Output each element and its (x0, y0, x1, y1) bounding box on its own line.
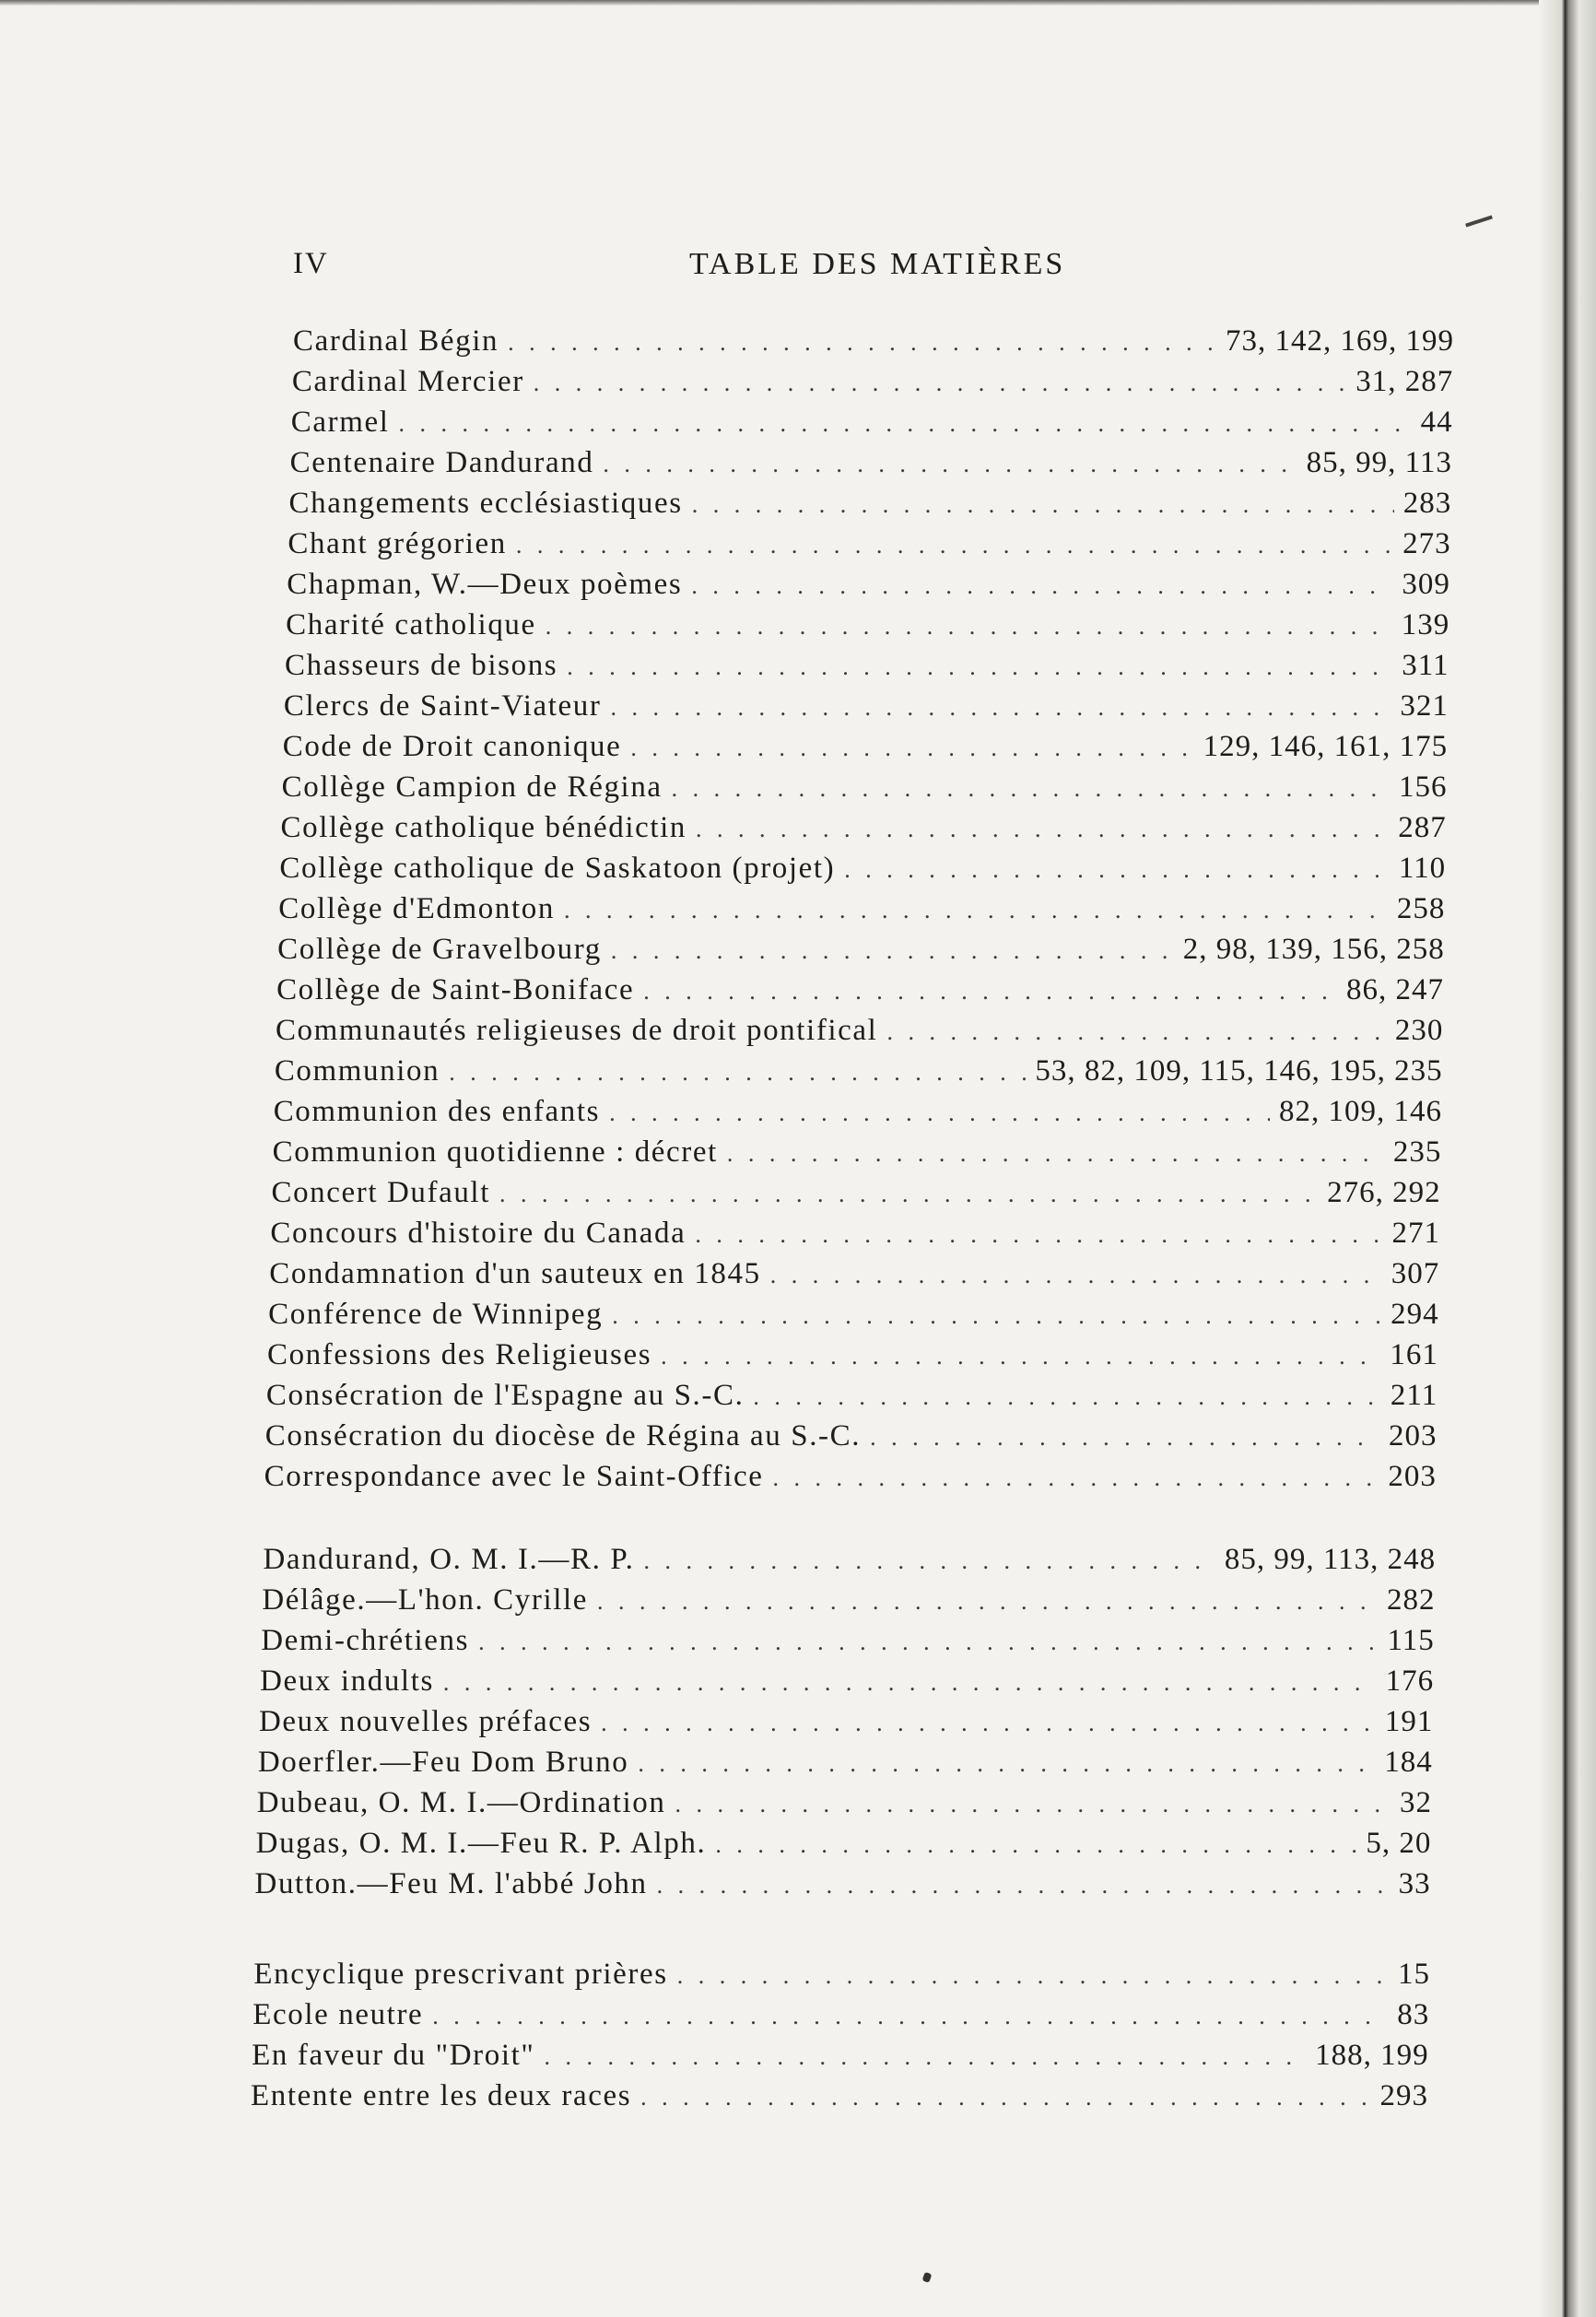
toc-entry (277, 933, 1445, 973)
toc-entry-title: Collège de Saint-Boniface (276, 973, 635, 1006)
toc-entry-pages: 44 (1420, 406, 1453, 439)
book-spine-edge (1539, 0, 1596, 2317)
dot-leader (677, 1962, 1389, 1990)
toc-entry (255, 1867, 1431, 1908)
toc-entry-pages: 5, 20 (1366, 1827, 1432, 1860)
dot-leader (661, 1343, 1380, 1370)
toc-entry-title: Concours d'histoire du Canada (270, 1217, 687, 1250)
dot-leader (886, 1018, 1385, 1046)
toc-entry-title: Deux nouvelles préfaces (259, 1705, 593, 1738)
dot-leader (597, 1588, 1378, 1616)
toc-entry (275, 1054, 1443, 1095)
toc-entry (267, 1338, 1438, 1379)
toc-entry (276, 973, 1444, 1014)
dot-leader (612, 1302, 1381, 1330)
toc-entry-pages: 191 (1384, 1705, 1434, 1738)
toc-entry-pages: 2, 98, 139, 156, 258 (1182, 933, 1445, 966)
toc-entry (271, 1176, 1440, 1217)
toc-entry-title: Centenaire Dandurand (289, 446, 594, 479)
dot-leader (609, 1100, 1270, 1127)
toc-entry (273, 1135, 1442, 1176)
dot-leader (601, 1710, 1376, 1737)
toc-entry-pages: 184 (1384, 1746, 1433, 1779)
toc-entry-pages: 282 (1386, 1583, 1436, 1617)
toc-entry-pages: 271 (1391, 1217, 1440, 1250)
toc-entry (289, 487, 1452, 527)
toc-entry-title: Communion quotidienne : décret (272, 1135, 718, 1169)
toc-entry-pages: 110 (1398, 852, 1447, 885)
ink-speck (922, 2272, 933, 2283)
dot-leader (643, 978, 1337, 1006)
toc-entry-pages: 287 (1398, 811, 1447, 844)
dot-leader (696, 816, 1389, 843)
toc-entry (252, 1998, 1429, 2039)
toc-entry (251, 2079, 1428, 2120)
toc-entry-title: Collège Campion de Régina (281, 770, 663, 804)
dot-leader (640, 2084, 1370, 2111)
toc-entry (286, 608, 1449, 649)
toc-entry-pages: 294 (1391, 1298, 1439, 1331)
toc-entry-pages: 85, 99, 113 (1306, 446, 1452, 479)
toc-entry-pages: 235 (1392, 1135, 1442, 1169)
toc-entry-pages: 230 (1394, 1014, 1444, 1047)
toc-entry-title: Correspondance avec le Saint-Office (264, 1460, 764, 1493)
toc-entry (293, 324, 1454, 365)
dot-leader (449, 1059, 1026, 1087)
dot-leader (630, 735, 1193, 762)
toc-entry (276, 1014, 1443, 1054)
toc-entry (256, 1827, 1432, 1867)
dot-leader (770, 1262, 1382, 1289)
dot-leader (567, 653, 1392, 681)
toc-entry-title: Charité catholique (286, 608, 536, 641)
toc-entry (292, 365, 1453, 406)
toc-entry-title: Dutton.—Feu M. l'abbé John (254, 1867, 648, 1900)
toc-entry-pages: 276, 292 (1327, 1176, 1441, 1209)
toc-entry-pages: 82, 109, 146 (1278, 1095, 1442, 1128)
toc-entry-title: Consécration de l'Espagne au S.-C. (265, 1379, 745, 1412)
toc-entry-pages: 309 (1402, 568, 1450, 601)
toc-entry (291, 406, 1453, 446)
dot-leader (643, 1547, 1215, 1575)
toc-entry-title: Chapman, W.—Deux poèmes (287, 568, 683, 601)
top-edge-shadow (0, 0, 1539, 6)
toc-entry-title: Collège de Gravelbourg (277, 933, 602, 966)
toc-entry (274, 1095, 1442, 1135)
toc-entry-title: Concert Dufault (271, 1176, 490, 1209)
dot-leader (727, 1140, 1384, 1168)
toc-entry-title: Dandurand, O. M. I.—R. P. (263, 1543, 635, 1576)
toc-entry (265, 1419, 1438, 1460)
toc-entry-pages: 32 (1400, 1786, 1433, 1819)
dot-leader (638, 1750, 1375, 1778)
toc-entry (258, 1746, 1433, 1786)
toc-entry (278, 892, 1445, 933)
dot-leader (432, 2003, 1388, 2030)
dot-leader (692, 491, 1394, 519)
ink-mark (1465, 215, 1493, 227)
toc-entry-title: Communion (274, 1054, 440, 1088)
toc-entry (287, 568, 1450, 608)
toc-entry-title: Encyclique prescrivant prières (253, 1958, 668, 1991)
toc-entry-title: Condamnation d'un sauteux en 1845 (269, 1257, 761, 1290)
toc-entry-pages: 311 (1402, 649, 1449, 682)
toc-entry (290, 446, 1452, 487)
toc-entry-pages: 129, 146, 161, 175 (1203, 730, 1449, 763)
toc-entry (268, 1298, 1438, 1338)
toc-entry-title: Clercs de Saint-Viateur (283, 689, 602, 723)
toc-entry-title: Confessions des Religieuses (266, 1338, 652, 1371)
toc-entry (284, 689, 1449, 730)
toc-entry-title: Changements ecclésiastiques (288, 487, 683, 520)
toc-entry (282, 770, 1448, 811)
dot-leader (753, 1383, 1381, 1411)
dot-leader (534, 370, 1347, 397)
dot-leader (675, 1791, 1391, 1818)
toc-entry-pages: 33 (1398, 1867, 1431, 1900)
dot-leader (516, 532, 1393, 559)
toc-entry-pages: 85, 99, 113, 248 (1224, 1543, 1437, 1576)
toc-entry-title: Carmel (290, 406, 390, 439)
toc-entry-pages: 161 (1390, 1338, 1438, 1371)
toc-entry (269, 1257, 1439, 1298)
toc-entry-pages: 156 (1398, 770, 1448, 804)
toc-entry-title: Collège catholique bénédictin (280, 811, 687, 844)
toc-entry-pages: 307 (1391, 1257, 1440, 1290)
toc-entry (285, 649, 1449, 689)
toc-entry-pages: 203 (1389, 1419, 1438, 1453)
toc-entry-pages: 15 (1397, 1958, 1430, 1991)
toc-entry-title: En faveur du "Droit" (252, 2039, 535, 2072)
dot-leader (657, 1872, 1390, 1899)
toc-entry-title: Dubeau, O. M. I.—Ordination (256, 1786, 666, 1819)
dot-leader (398, 410, 1411, 438)
toc-entry-title: Doerfler.—Feu Dom Bruno (257, 1746, 629, 1779)
toc-entry-pages: 203 (1388, 1460, 1437, 1493)
dot-leader (773, 1464, 1379, 1492)
toc-entry (288, 527, 1450, 568)
dot-leader (611, 937, 1174, 965)
toc-entry-title: Conférence de Winnipeg (268, 1298, 604, 1331)
dot-leader (715, 1831, 1356, 1859)
toc-entry-title: Deux indults (260, 1664, 434, 1698)
toc-entry (263, 1543, 1436, 1583)
toc-entry-pages: 86, 247 (1346, 973, 1445, 1006)
dot-leader (844, 856, 1390, 884)
toc-entry-title: Code de Droit canonique (282, 730, 622, 763)
dot-leader (610, 694, 1391, 722)
toc-entry-title: Cardinal Mercier (291, 365, 524, 398)
toc-entry-pages: 139 (1401, 608, 1450, 641)
toc-entry-pages: 321 (1400, 689, 1449, 723)
toc-entry-title: Chant grégorien (288, 527, 507, 560)
dot-leader (499, 1181, 1318, 1208)
toc-entry-pages: 273 (1402, 527, 1451, 560)
toc-entry (264, 1460, 1437, 1500)
toc-entry (279, 852, 1446, 892)
toc-entry-pages: 258 (1396, 892, 1446, 925)
dot-leader (603, 451, 1297, 478)
dot-leader (672, 775, 1390, 803)
running-head: TABLE DES MATIÈRES (689, 247, 1066, 281)
dot-leader (508, 329, 1216, 357)
toc-entry (260, 1664, 1434, 1705)
toc-entry-pages: 188, 199 (1315, 2039, 1429, 2072)
toc-entry-title: Communautés religieuses de droit pontifical (275, 1014, 878, 1047)
toc-entry (283, 730, 1448, 770)
toc-entry-pages: 53, 82, 109, 115, 146, 195, 235 (1035, 1054, 1443, 1088)
toc-entry-title: Dugas, O. M. I.—Feu R. P. Alph. (255, 1827, 707, 1860)
toc-entry-title: Cardinal Bégin (293, 324, 499, 358)
toc-entry-title: Chasseurs de bisons (285, 649, 558, 682)
toc-entry-pages: 211 (1390, 1379, 1438, 1412)
toc-entry-title: Collège d'Edmonton (278, 892, 555, 925)
toc-entry (262, 1583, 1435, 1624)
dot-leader (695, 1221, 1382, 1249)
dot-leader (870, 1424, 1379, 1452)
dot-leader (478, 1629, 1378, 1656)
dot-leader (564, 897, 1388, 924)
toc-entry-title: Consécration du diocèse de Régina au S.-C. (264, 1419, 862, 1453)
toc-entry-title: Demi-chrétiens (261, 1624, 470, 1657)
toc-entry-pages: 31, 287 (1355, 365, 1454, 398)
toc-entry-pages: 115 (1387, 1624, 1435, 1657)
toc-entry-pages: 176 (1385, 1664, 1435, 1698)
dot-leader (544, 2043, 1306, 2071)
toc-entry-title: Entente entre les deux races (251, 2079, 632, 2112)
toc-entry-title: Ecole neutre (252, 1998, 424, 2031)
dot-leader (546, 613, 1392, 641)
toc-entry-pages: 283 (1402, 487, 1452, 520)
toc-entry-title: Communion des enfants (273, 1095, 601, 1128)
toc-entry (266, 1379, 1438, 1419)
toc-entry (253, 1958, 1430, 1998)
toc-entry (261, 1624, 1435, 1664)
toc-entry-pages: 73, 142, 169, 199 (1226, 324, 1454, 358)
toc-entry (270, 1217, 1440, 1257)
toc-entry-title: Délâge.—L'hon. Cyrille (262, 1583, 589, 1617)
dot-leader (443, 1669, 1377, 1697)
page-header (293, 247, 1482, 293)
toc-entry (257, 1786, 1432, 1827)
toc-entry (281, 811, 1447, 852)
toc-entry (252, 2039, 1428, 2079)
toc-entry-title: Collège catholique de Saskatoon (projet) (279, 852, 836, 885)
dot-leader (691, 572, 1392, 600)
toc-entry (259, 1705, 1433, 1746)
page-number: IV (293, 247, 329, 280)
toc-entry-pages: 293 (1379, 2079, 1428, 2112)
toc-entry-pages: 83 (1397, 1998, 1430, 2031)
